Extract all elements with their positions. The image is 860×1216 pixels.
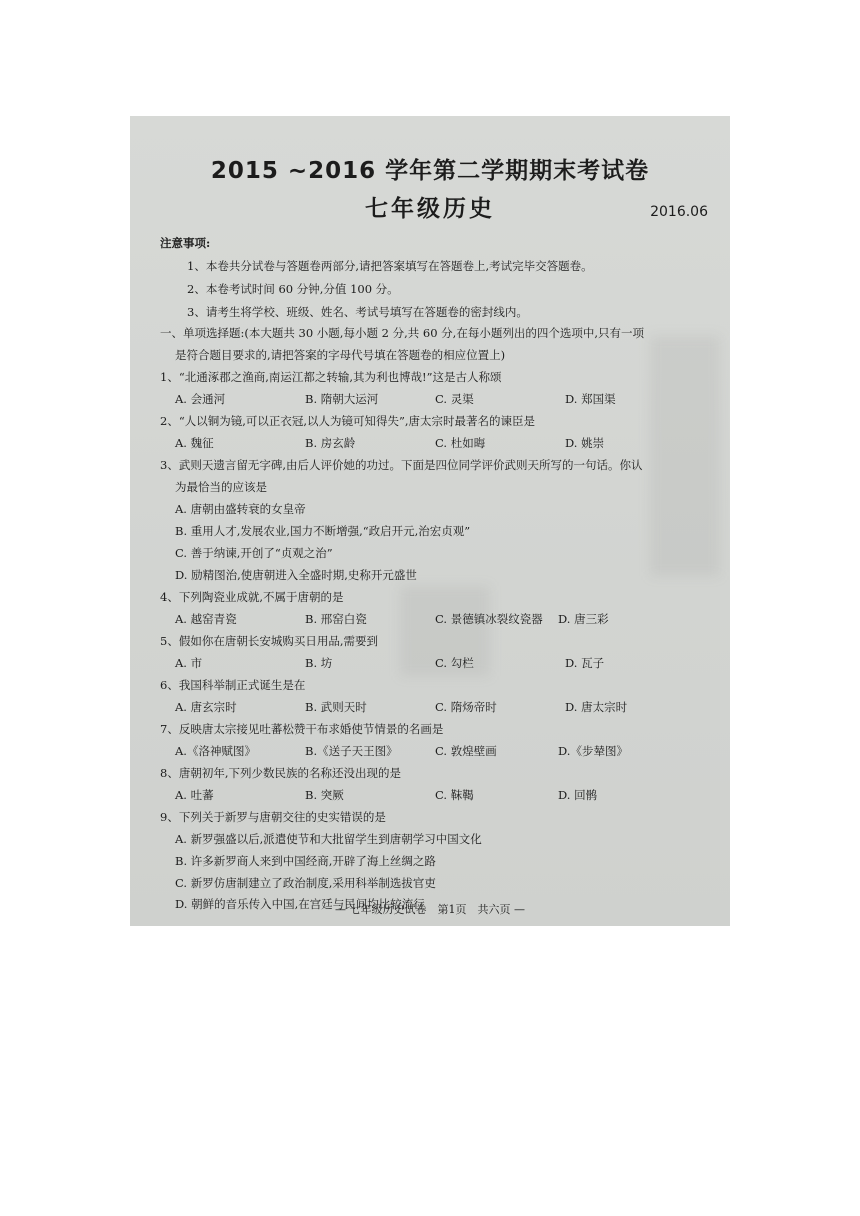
question-option: A. 唐玄宗时 — [175, 700, 237, 714]
question-option: A. 魏征 — [175, 436, 214, 450]
exam-photo — [130, 116, 730, 926]
question-stem: 1、“北通涿郡之渔商,南运江都之转输,其为利也博哉!”这是古人称颂 — [160, 370, 502, 384]
question-stem: 4、下列陶瓷业成就,不属于唐朝的是 — [160, 590, 344, 604]
question-option: A. 会通河 — [175, 392, 226, 406]
question-option: B. 重用人才,发展农业,国力不断增强,“政启开元,治宏贞观” — [175, 524, 471, 538]
question-option: A. 市 — [175, 656, 203, 670]
question-option: D. 唐太宗时 — [565, 700, 628, 714]
question-option: D.《步辇图》 — [558, 744, 628, 758]
question-stem: 8、唐朝初年,下列少数民族的名称还没出现的是 — [160, 766, 401, 780]
question-option: C. 隋炀帝时 — [435, 700, 497, 714]
question-option: D. 郑国渠 — [565, 392, 616, 406]
notice-item: 3、请考生将学校、班级、姓名、考试号填写在答题卷的密封线内。 — [187, 305, 528, 319]
notice-item: 1、本卷共分试卷与答题卷两部分,请把答案填写在答题卷上,考试完毕交答题卷。 — [187, 259, 593, 273]
question-stem: 3、武则天遗言留无字碑,由后人评价她的功过。下面是四位同学评价武则天所写的一句话。你认 — [160, 458, 643, 472]
question-option: A. 新罗强盛以后,派遣使节和大批留学生到唐朝学习中国文化 — [175, 832, 482, 846]
question-stem: 5、假如你在唐朝长安城购买日用品,需要到 — [160, 634, 378, 648]
question-option: B. 坊 — [305, 656, 333, 670]
question-option: B. 武则天时 — [305, 700, 367, 714]
question-option: A. 越窑青瓷 — [175, 612, 237, 626]
question-option: A. 吐蕃 — [175, 788, 214, 802]
question-option: C. 善于纳谏,开创了“贞观之治” — [175, 546, 333, 560]
question-option: C. 勾栏 — [435, 656, 474, 670]
question-option: D. 唐三彩 — [558, 612, 609, 626]
question-option: C. 敦煌壁画 — [435, 744, 497, 758]
exam-subtitle: 七年级历史 — [365, 196, 495, 222]
question-option: D. 回鹘 — [558, 788, 598, 802]
question-option: B. 隋朝大运河 — [305, 392, 379, 406]
notice-item: 2、本卷考试时间 60 分钟,分值 100 分。 — [187, 282, 399, 296]
question-stem: 2、“人以铜为镜,可以正衣冠,以人为镜可知得失”,唐太宗时最著名的谏臣是 — [160, 414, 536, 428]
question-option: B. 房玄龄 — [305, 436, 356, 450]
page-footer: — 七年级历史试卷 第1页 共六页 — — [335, 903, 525, 916]
question-option: C. 灵渠 — [435, 392, 474, 406]
question-option: D. 瓦子 — [565, 656, 605, 670]
question-option: B.《送子天王图》 — [305, 744, 398, 758]
exam-title: 2015 ~2016 学年第二学期期末考试卷 — [210, 158, 650, 184]
notice-heading: 注意事项: — [160, 236, 211, 250]
section-instruction: 一、单项选择题:(本大题共 30 小题,每小题 2 分,共 60 分,在每小题列出的四个选项中,只有一项 — [160, 326, 644, 340]
question-option: C. 靺鞨 — [435, 788, 474, 802]
question-option: A. 唐朝由盛转衰的女皇帝 — [175, 502, 306, 516]
question-stem: 7、反映唐太宗接见吐蕃松赞干布求婚使节情景的名画是 — [160, 722, 444, 736]
question-option: C. 景德镇冰裂纹瓷器 — [435, 612, 543, 626]
background-shadow — [650, 336, 720, 576]
section-instruction: 是符合题目要求的,请把答案的字母代号填在答题卷的相应位置上) — [175, 348, 506, 362]
question-option: D. 朝鲜的音乐传入中国,在宫廷与民间均比较流行 — [175, 897, 425, 911]
question-option: C. 新罗仿唐制建立了政治制度,采用科举制选拔官吏 — [175, 876, 436, 890]
question-option: B. 许多新罗商人来到中国经商,开辟了海上丝绸之路 — [175, 854, 436, 868]
question-option: A.《洛神赋图》 — [175, 744, 256, 758]
question-option: B. 邢窑白瓷 — [305, 612, 367, 626]
question-option: D. 姚崇 — [565, 436, 605, 450]
exam-date: 2016.06 — [650, 204, 708, 220]
question-stem: 6、我国科举制正式诞生是在 — [160, 678, 306, 692]
question-option: C. 杜如晦 — [435, 436, 486, 450]
question-option: D. 励精图治,使唐朝进入全盛时期,史称开元盛世 — [175, 568, 417, 582]
question-stem: 9、下列关于新罗与唐朝交往的史实错误的是 — [160, 810, 386, 824]
question-option: B. 突厥 — [305, 788, 344, 802]
question-stem: 为最恰当的应该是 — [175, 480, 267, 494]
